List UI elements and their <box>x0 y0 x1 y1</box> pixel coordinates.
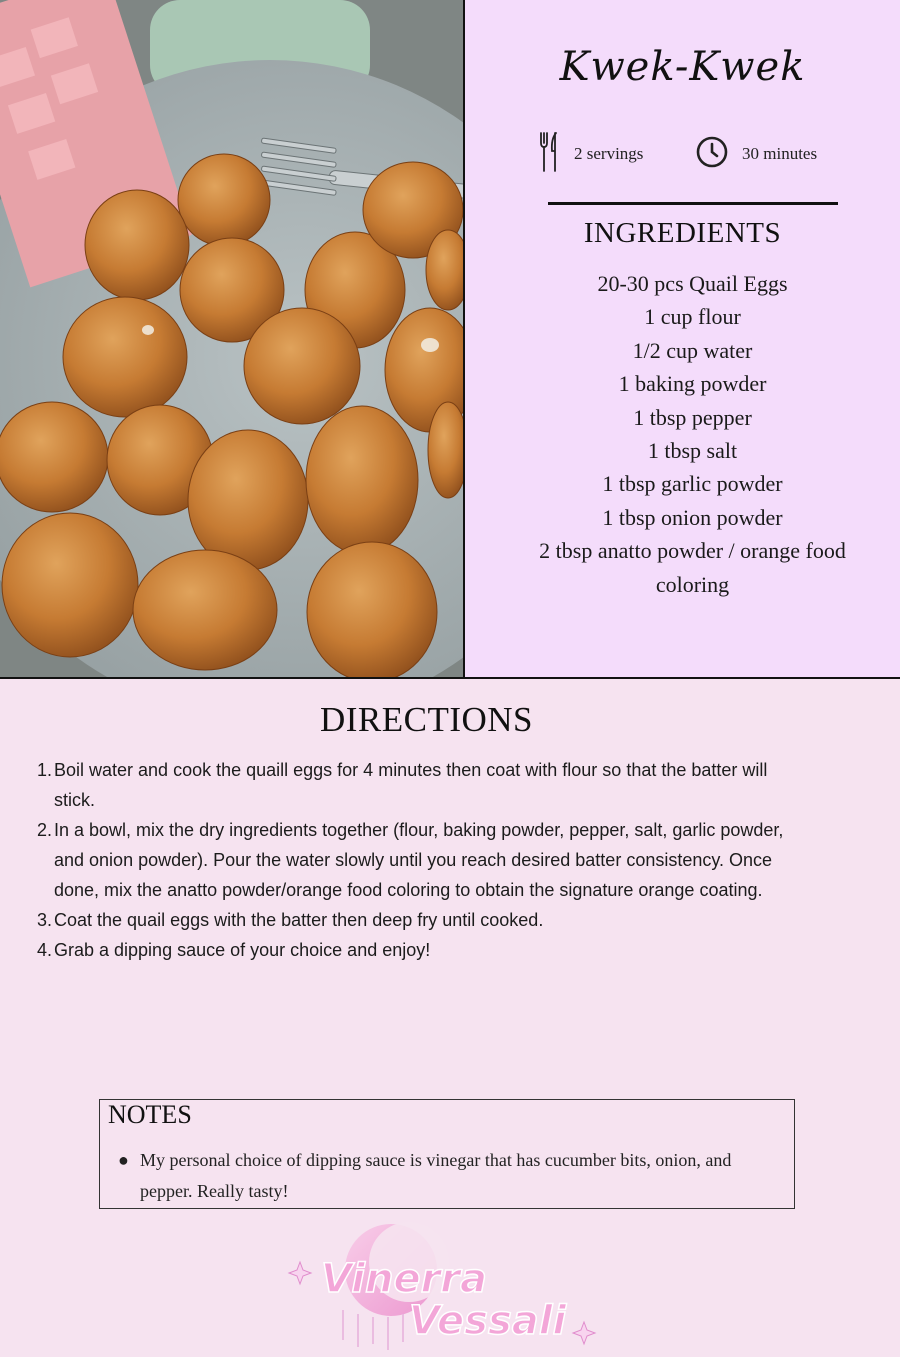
ingredient-item: 1 tbsp garlic powder <box>602 471 783 497</box>
logo-line-1: Vinerra <box>321 1256 488 1302</box>
food-photo <box>0 0 463 677</box>
directions-heading: DIRECTIONS <box>319 700 534 739</box>
ingredient-item: coloring <box>655 571 730 597</box>
recipe-info-panel <box>465 0 900 677</box>
ingredient-item: 1/2 cup water <box>632 337 753 363</box>
directions-list <box>37 755 884 965</box>
ingredient-item: 1 tbsp pepper <box>633 404 752 430</box>
direction-step <box>37 755 884 815</box>
horizontal-divider <box>0 677 900 679</box>
direction-step <box>37 935 884 965</box>
step-line: and onion powder). Pour the water slowly until you reach desired batter consistency. Once <box>54 850 773 870</box>
clock-icon <box>696 136 728 173</box>
notes-list <box>118 1145 780 1207</box>
logo-line-2: Vessali <box>409 1298 567 1344</box>
step-line: Boil water and cook the quaill eggs for 4 minutes then coat with flour so that the batter will <box>54 760 768 780</box>
ingredient-item: 1 tbsp onion powder <box>602 504 783 530</box>
direction-step <box>37 905 884 935</box>
time-info <box>696 132 817 176</box>
step-number: 3. <box>37 910 53 930</box>
fork-knife-icon <box>538 131 560 178</box>
note-line: pepper. Really tasty! <box>140 1181 289 1201</box>
time-label: 30 minutes <box>742 144 818 163</box>
author-logo <box>283 1222 603 1352</box>
section-divider <box>548 202 838 205</box>
ingredients-list <box>505 267 880 601</box>
notes-box <box>99 1099 795 1209</box>
ingredient-item: 20-30 pcs Quail Eggs <box>597 271 788 296</box>
step-number: 1. <box>37 760 53 780</box>
ingredient-item: 1 tbsp salt <box>647 438 738 464</box>
ingredients-heading: INGREDIENTS <box>583 217 782 249</box>
ingredient-item: 1 baking powder <box>618 371 767 397</box>
step-number: 2. <box>37 820 53 840</box>
step-number: 4. <box>37 940 53 960</box>
step-line: In a bowl, mix the dry ingredients together (flour, baking powder, pepper, salt, garlic powder, <box>54 820 784 840</box>
ingredient-item: 1 cup flour <box>644 304 741 330</box>
servings-label: 2 servings <box>574 144 644 163</box>
direction-step <box>37 815 884 905</box>
step-line: done, mix the anatto powder/orange food coloring to obtain the signature orange coating. <box>54 880 763 900</box>
step-line: Coat the quail eggs with the batter then deep fry until cooked. <box>54 910 544 930</box>
notes-heading: NOTES <box>108 1100 192 1129</box>
step-line: Grab a dipping sauce of your choice and enjoy! <box>54 940 431 960</box>
note-item <box>118 1145 780 1207</box>
ingredient-item: 2 tbsp anatto powder / orange food <box>539 538 846 564</box>
note-line: My personal choice of dipping sauce is vinegar that has cucumber bits, onion, and <box>140 1150 732 1170</box>
recipe-title: Kwek-Kwek <box>559 44 806 90</box>
bullet-icon: ● <box>118 1150 129 1170</box>
servings-info <box>538 132 643 176</box>
step-line: stick. <box>54 790 96 810</box>
